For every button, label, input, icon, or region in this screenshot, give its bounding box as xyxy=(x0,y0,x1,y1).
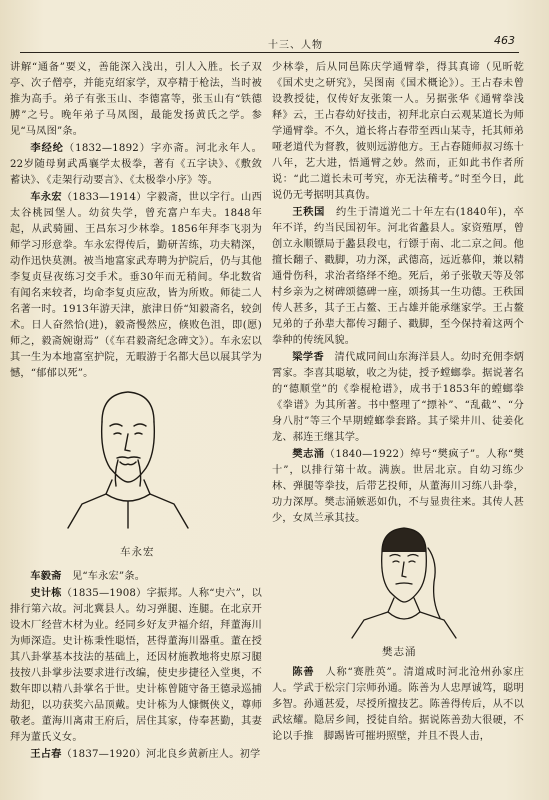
entry xyxy=(272,204,524,349)
header-rule xyxy=(20,52,519,53)
entry-body: （1835—1908）字振邦。人称“史六”，以排行第六故。河北冀县人。幼习弹腿、连腿。在北京开设木厂经营木材为业。经同乡好友尹福介绍，拜董海川为师深造。史计栋秉性聪悟，甚得董海川器重。董在授其八卦掌基本技法的基础上，还因材施教地将史原习腿技按八卦掌步法要求进行改编，使史步捷径入堂奥，不数年即以精八卦掌名于世。史计栋曾随守备王德录巡捕劫犯，以功获奖六品顶戴。史计栋为人慷慨侠义，尊师敬老。董海川离肃王府后，居住其家，侍奉甚勤，其妻拜为董氏义女。 xyxy=(10,588,262,743)
section-title: 十三、人物 xyxy=(268,40,323,51)
portrait-caption: 樊志涌 xyxy=(382,646,417,658)
entry-name: 李经纶 xyxy=(30,142,64,154)
portrait-drawing xyxy=(348,522,458,640)
page-number: 463 xyxy=(494,34,515,47)
portrait-fan-zhiyong xyxy=(348,522,458,640)
portrait-drawing xyxy=(62,382,192,532)
left-column-lower xyxy=(10,568,262,763)
entry xyxy=(10,585,262,746)
portrait-che-yonghong xyxy=(62,382,192,532)
entry-name: 王占春 xyxy=(30,748,62,760)
entry-body: （1832—1892）字亦斋。河北永年人。22岁随母舅武禹襄学太极拳，著有《五字诀》、《敷敛蓄诀》、《走架行动要言》、《太极拳小序》等。 xyxy=(10,143,262,186)
entry-name: 车永宏 xyxy=(30,191,62,203)
right-column xyxy=(272,60,524,527)
entry-body: 清代咸同间山东海洋县人。幼时充佣李炳霄家。李喜其聪敏，收之为徒，授予螳螂拳。据说著名的“德顺堂”的《拳棍枪谱》，成书于1853年的螳螂拳《拳谱》为其所著。书中整理了“摽补”、“乱截”、“分身八肘”等三个早期螳螂拳套路。其子梁井川、徒姜化龙、郝连王继其学。 xyxy=(272,352,524,443)
entry xyxy=(272,664,524,745)
entry-body: （1837—1920）河北良乡黄新庄人。初学 xyxy=(61,749,261,760)
entry xyxy=(10,746,262,763)
entry-body: （1840—1922）绰号“樊疯子”。人称“樊十”，以排行第十故。满族。世居北京。自幼习练少林、弹腿等拳技，后带艺投师，从董海川习练八卦拳，功力深厚。樊志涌嫉恶如仇，不与显贵往来。其传人甚少，女凤兰承其技。 xyxy=(272,449,524,524)
entry xyxy=(10,568,262,585)
entry-body: （1833—1914）字毅斋，世以字行。山西太谷桃园堡人。幼贫失学，曾充富户车夫。1848年起，从武骑圃、王昌东习少林拳。1856年拜李飞羽为师学习形意拳。车永宏得传后，勤研苦练，功夫精深，动作迅快莫测。被当地富家武寿聘为护院后，仍与其他李复贞昼夜练习交手术。垂30年而无稍间。华北数省有闻名来较者，均命李复贞应敌，皆为所败。师徒二人名著一时。1913年游天津，旅津日侨“知毅斋名，较剑术。日人奋然恰(进)，毅斋慢然应，倏败色沮，即(愿)师之，毅斋婉谢焉”（《车君毅斋纪念碑文》）。车永宏以其一生为本地富室护院，无暇游于名都大邑以展其学为憾，“郁郁以死”。 xyxy=(10,192,262,379)
portrait-caption: 车永宏 xyxy=(120,546,155,558)
entry-name: 车毅斋 xyxy=(30,570,62,582)
entry-name: 史计栋 xyxy=(30,587,62,599)
entry-name: 樊志涌 xyxy=(292,448,325,460)
paragraph: 少林拳，后从同邑陈庆学通臂拳，得其真谛（见昕乾《国术史之研究》，吴图南《国术概论》）。王占春未曾设教授徒，仅传好友张策一人。另据张华《通臂拳浅释》云，王占春幼好技击，初拜北京白云观某道长为师学通臂拳。不久，道长将占春带至西山某寺，托其师弟哑老道代为督教，彼则远游他方。王占春随师叔习练十八年，艺大进，悟通臂之妙。然而，正如此书作者所说：“此二道长未可考究，亦无法稽考。”时至今日，此说仍无考据明其真伪。 xyxy=(272,62,524,201)
paragraph: 讲解“通备”要义，善能深入浅出，引人入胜。长子双亭、次子僧亭，并能克绍家学，双亭精于枪法，当时被推为高手。弟子有张玉山、李德富等，张玉山有“铁德膊”之号。晚年弟子马凤图，最能发扬黄氏之学。参见“马凤图”条。 xyxy=(10,62,262,137)
entry xyxy=(272,349,524,446)
entry xyxy=(10,189,262,382)
entry-body: 人称“赛胜英”。清道咸时河北沧州孙家庄人。学武于松宗门宗师孙通。陈善为人忠厚诚笃，聪明多智。孙通甚爱，尽授所擅技艺。陈善得传后，从不以武炫耀。隐居乡间，授徒自给。据说陈善劲大很硬，不论以手推 脚踢皆可摧坍照壁，并且不畏人击， xyxy=(272,667,525,742)
entry-body: 见“车永宏”条。 xyxy=(71,571,146,582)
left-column xyxy=(10,60,262,382)
entry-body: 约生于清道光二十年左右(1840年)，卒年不详，约当民国初年。河北省蠡县人。家资殖厚，曾创立永顺镖局于蠡县段屯，行镖于南、北二京之间。他擅长翻子、戳脚，功力深，武德高，远近慕仰，兼以精通骨伤科，求治者络绎不绝。死后，弟子张敬天等及邻村乡亲为之树碑颂德碑一座，颂扬其一生功德。王秩国传人甚多，其子王占鳌、王占雄并能承继家学。王占鳌兄弟的子孙辈大都传习翻子、戳脚，至今保持着这两个拳种的传统风貌。 xyxy=(272,207,524,346)
right-column-lower xyxy=(272,664,524,745)
entry xyxy=(272,446,524,527)
entry-name: 陈善 xyxy=(292,666,315,678)
running-header xyxy=(20,34,515,52)
entry xyxy=(10,140,262,189)
entry-name: 王秩国 xyxy=(292,206,326,218)
entry-name: 梁学香 xyxy=(292,351,324,363)
